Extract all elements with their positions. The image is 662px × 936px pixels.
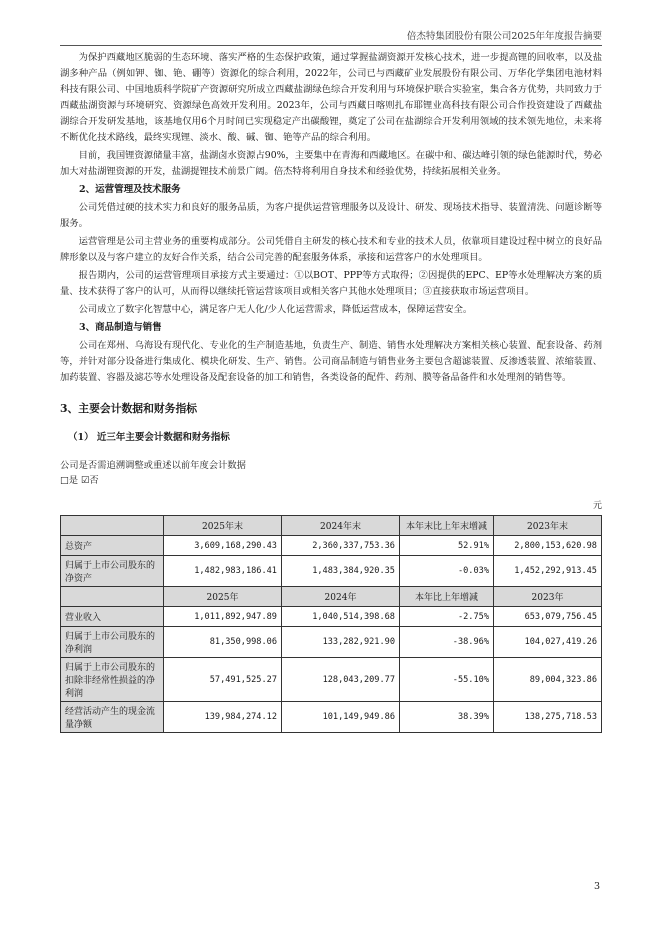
table-row <box>61 702 602 733</box>
page-number: 3 <box>593 881 600 892</box>
table-cell: 1,040,514,398.68 <box>282 607 400 627</box>
row-label: 经营活动产生的现金流量净额 <box>61 702 164 733</box>
table-cell: 81,350,998.06 <box>164 627 282 658</box>
table-cell: 653,079,756.45 <box>494 607 602 627</box>
header-title: 倍杰特集团股份有限公司2025年年度报告摘要 <box>406 31 602 42</box>
restatement-question: 公司是否需追溯调整或重述以前年度会计数据 <box>60 460 246 471</box>
table-row <box>61 607 602 627</box>
heading-manufacturing: 3、商品制造与销售 <box>79 322 162 333</box>
row-label: 归属于上市公司股东的扣除非经常性损益的净利润 <box>61 658 164 702</box>
table-cell: 2,800,153,620.98 <box>494 536 602 556</box>
table-cell: 101,149,949.86 <box>282 702 400 733</box>
section-subtitle: （1） 近三年主要会计数据和财务指标 <box>68 432 230 443</box>
page-content <box>60 50 602 733</box>
header-cell: 2023年末 <box>494 516 602 536</box>
table-cell: -0.03% <box>400 556 494 587</box>
table-cell: 1,482,983,186.41 <box>164 556 282 587</box>
table-cell: 38.39% <box>400 702 494 733</box>
paragraph-operations-core: 运营管理是公司主营业务的重要构成部分。公司凭借自主研发的核心技术和专业的技术人员，依靠项目建设过程中树立的良好品牌形象以及与客户建立的友好合作关系，结合公司完善的配套服务体系，承接和运营客户的水处理项目。 <box>60 236 602 263</box>
header-cell: 2025年 <box>164 587 282 607</box>
table-header-row <box>61 587 602 607</box>
row-label: 归属于上市公司股东的净利润 <box>61 627 164 658</box>
table-cell: 1,011,892,947.89 <box>164 607 282 627</box>
table-cell: 2,360,337,753.36 <box>282 536 400 556</box>
header-cell <box>61 587 164 607</box>
page-header <box>60 28 602 46</box>
row-label: 总资产 <box>61 536 164 556</box>
header-cell: 本年比上年增减 <box>400 587 494 607</box>
paragraph-lithium-resources: 目前，我国锂资源储量丰富，盐湖卤水资源占90%，主要集中在青海和西藏地区。在碳中和、碳达峰引领的绿色能源时代，势必加大对盐湖锂资源的开发，盐湖提锂技术前景广阔。倍杰特将利用自身技术和经验优势，持续拓展相关业务。 <box>60 150 602 177</box>
table-row <box>61 536 602 556</box>
header-cell: 2024年 <box>282 587 400 607</box>
restatement-answer: □是 ☑否 <box>60 475 99 486</box>
table-cell: -38.96% <box>400 627 494 658</box>
section-title: 3、主要会计数据和财务指标 <box>60 402 198 415</box>
table-cell: 139,984,274.12 <box>164 702 282 733</box>
header-cell <box>61 516 164 536</box>
table-cell: 1,483,384,920.35 <box>282 556 400 587</box>
paragraph-salt-lake-cooperation: 为保护西藏地区脆弱的生态环境、落实严格的生态保护政策，通过掌握盐湖资源开发核心技术，进一步提高锂的回收率，以及盐湖多种产品（例如钾、铷、铯、硼等）资源化的综合利用，2022年，公司已与西藏矿业发展股份有限公司、万华化学集团电池材料科技有限公司、中国地质科学院矿产资源研究所成立西藏盐湖绿色综合开发利用与环境保护联合实验室，集合各方优势，共同致力于西藏盐湖资源与环境研究、资源绿色高效开发利用。2023年，公司与西藏日喀则扎布耶锂业高科技有限公司合作投资建设了西藏盐湖综合开发研发基地，该基地仅用6个月时间已实现稳定产出碳酸锂，奠定了公司在盐湖综合开发利用领域的技术领先地位，未来将不断优化技术路线，最终实现锂、淡水、酸、碱、铷、铯等产品的综合利用。 <box>60 52 602 143</box>
table-cell: 52.91% <box>400 536 494 556</box>
table-cell: 3,609,168,290.43 <box>164 536 282 556</box>
table-cell: -55.10% <box>400 658 494 702</box>
paragraph-manufacturing: 公司在郑州、乌海设有现代化、专业化的生产制造基地，负责生产、制造、销售水处理解决方案相关核心装置、配套设备、药剂等，并针对部分设备进行集成化、模块化研发、生产、销售。公司商品制造与销售业务主要包含超滤装置、反渗透装置、浓缩装置、加药装置、容器及滤芯等水处理设备及配套设备的加工和销售，各类设备的配件、药剂、膜等备品备件和水处理剂的销售等。 <box>60 340 602 383</box>
heading-operations: 2、运营管理及技术服务 <box>79 184 181 195</box>
currency-unit: 元 <box>592 501 602 511</box>
table-row <box>61 658 602 702</box>
table-cell: 57,491,525.27 <box>164 658 282 702</box>
paragraph-digital-center: 公司成立了数字化智慧中心，满足客户无人化/少人化运营需求，降低运营成本，保障运营安全。 <box>78 304 473 315</box>
row-label: 归属于上市公司股东的净资产 <box>61 556 164 587</box>
table-row <box>61 627 602 658</box>
table-cell: 133,282,921.90 <box>282 627 400 658</box>
table-cell: 138,275,718.53 <box>494 702 602 733</box>
paragraph-operations-methods: 报告期内，公司的运营管理项目承接方式主要通过：①以BOT、PPP等方式取得；②因提供的EPC、EP等水处理解决方案的质量、技术获得了客户的认可，从而得以继续托管运营该项目或相关客户其他水处理项目；③直接获取市场运营项目。 <box>60 270 602 297</box>
header-cell: 2025年末 <box>164 516 282 536</box>
table-row <box>61 556 602 587</box>
financial-table <box>60 515 602 733</box>
table-cell: -2.75% <box>400 607 494 627</box>
row-label: 营业收入 <box>61 607 164 627</box>
paragraph-operations-intro: 公司凭借过硬的技术实力和良好的服务品质，为客户提供运营管理服务以及设计、研发、现场技术指导、装置清洗、问题诊断等服务。 <box>60 202 602 229</box>
table-cell: 104,027,419.26 <box>494 627 602 658</box>
table-cell: 89,004,323.86 <box>494 658 602 702</box>
header-cell: 2024年末 <box>282 516 400 536</box>
table-header-row <box>61 516 602 536</box>
header-cell: 2023年 <box>494 587 602 607</box>
header-cell: 本年末比上年末增减 <box>400 516 494 536</box>
table-cell: 1,452,292,913.45 <box>494 556 602 587</box>
table-cell: 128,043,209.77 <box>282 658 400 702</box>
